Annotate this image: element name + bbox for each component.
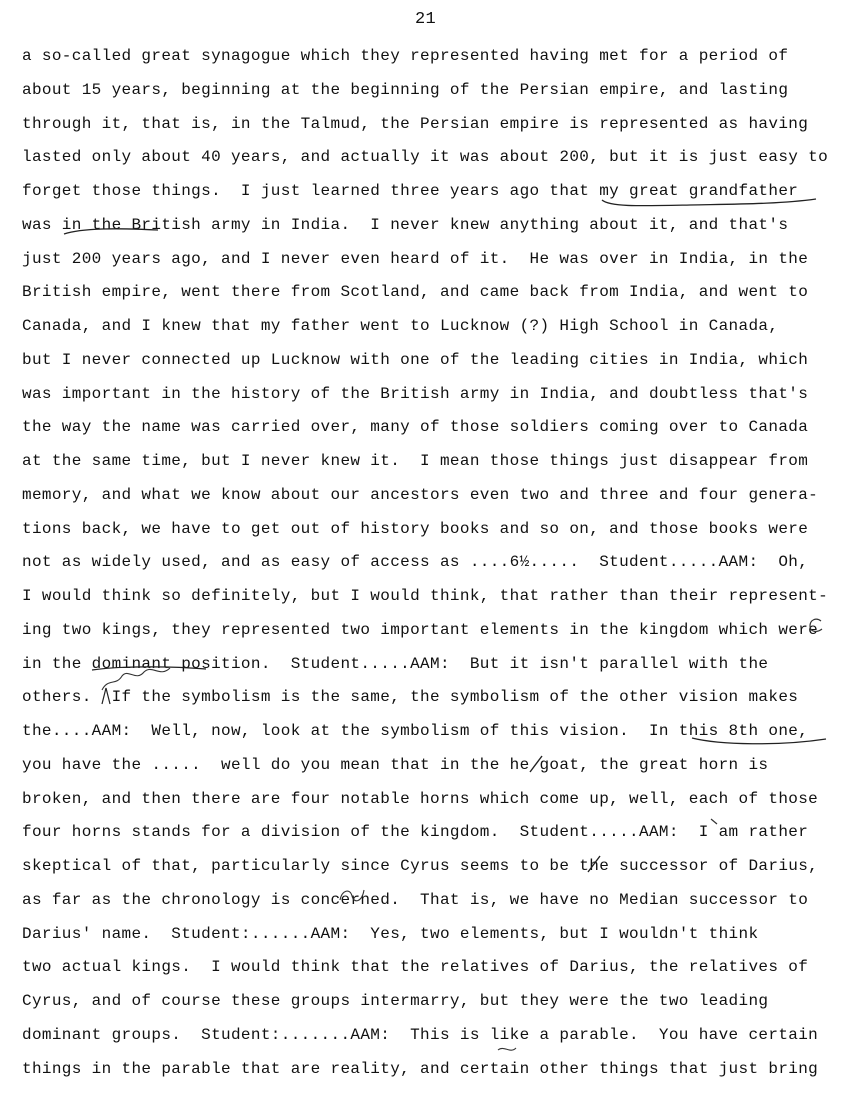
- text-line: was important in the history of the British army in India, and doubtless that's: [22, 384, 809, 403]
- text-line: British empire, went there from Scotland, and came back from India, and went to: [22, 283, 809, 302]
- text-line: was in the British army in India. I never knew anything about it, and that's: [22, 215, 789, 234]
- text-line: but I never connected up Lucknow with one of the leading cities in India, which: [22, 350, 809, 369]
- text-line: Cyrus, and of course these groups intermarry, but they were the two leading: [22, 992, 769, 1010]
- text-line: not as widely used, and as easy of access as ....6½..... Student.....AAM: Oh,: [22, 553, 809, 572]
- text-line: as far as the chronology is concerned. That is, we have no Median successor to: [22, 890, 809, 909]
- text-line: memory, and what we know about our ancestors even two and three and four genera-: [22, 485, 819, 504]
- text-line: others. If the symbolism is the same, the symbolism of the other vision makes: [22, 688, 799, 707]
- text-line: about 15 years, beginning at the beginning of the Persian empire, and lasting: [22, 80, 789, 99]
- text-line: in the dominant position. Student.....AAM: But it isn't parallel with the: [22, 654, 769, 673]
- text-line: you have the ..... well do you mean that in the he goat, the great horn is: [22, 755, 769, 774]
- text-line: dominant groups. Student:.......AAM: This is like a parable. You have certain: [22, 1025, 819, 1044]
- text-line: just 200 years ago, and I never even heard of it. He was over in India, in the: [22, 249, 809, 268]
- text-line: through it, that is, in the Talmud, the Persian empire is represented as having: [22, 114, 809, 133]
- text-line: lasted only about 40 years, and actually it was about 200, but it is just easy to: [22, 148, 829, 167]
- text-line: the way the name was carried over, many of those soldiers coming over to Canada: [22, 418, 809, 437]
- text-line: at the same time, but I never knew it. I mean those things just disappear from: [22, 452, 809, 470]
- text-line: things in the parable that are reality, and certain other things that just bring: [22, 1059, 819, 1078]
- text-line: two actual kings. I would think that the relatives of Darius, the relatives of: [22, 958, 809, 977]
- text-line: ing two kings, they represented two important elements in the kingdom which were: [22, 620, 819, 639]
- text-line: forget those things. I just learned three years ago that my great grandfather: [22, 182, 799, 200]
- text-line: broken, and then there are four notable horns which come up, well, each of those: [22, 789, 819, 808]
- transcript-body: [22, 40, 848, 1086]
- text-line: a so-called great synagogue which they represented having met for a period of: [22, 47, 789, 65]
- text-line: the....AAM: Well, now, look at the symbolism of this vision. In this 8th one,: [22, 722, 809, 740]
- text-line: tions back, we have to get out of history books and so on, and those books were: [22, 519, 809, 538]
- text-line: Darius' name. Student:......AAM: Yes, two elements, but I wouldn't think: [22, 924, 759, 943]
- text-line: I would think so definitely, but I would think, that rather than their represent-: [22, 587, 829, 605]
- text-line: Canada, and I knew that my father went to Lucknow (?) High School in Canada,: [22, 317, 779, 335]
- page-number: 21: [414, 10, 436, 29]
- text-line: four horns stands for a division of the kingdom. Student.....AAM: I am rather: [22, 823, 809, 842]
- text-line: skeptical of that, particularly since Cyrus seems to be the successor of Darius,: [22, 857, 819, 875]
